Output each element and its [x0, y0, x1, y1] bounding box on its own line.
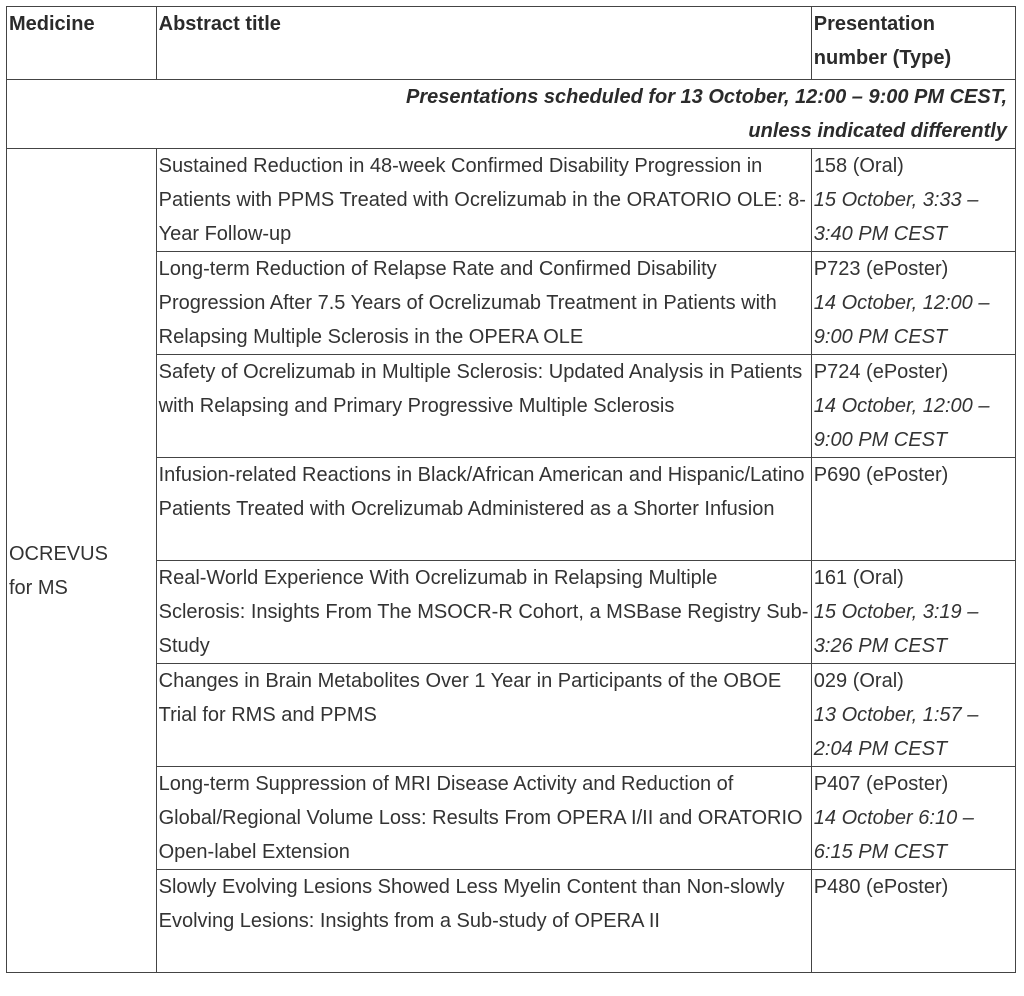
medicine-name-line1: OCREVUS	[9, 542, 108, 565]
presentation-time: 14 October, 12:00 – 9:00 PM CEST	[813, 292, 990, 348]
table-row	[7, 767, 1016, 870]
presentation-number: P723 (ePoster)	[813, 258, 949, 280]
presentation-number: P407 (ePoster)	[813, 773, 949, 795]
presentation-time: 13 October, 1:57 – 2:04 PM CEST	[813, 704, 979, 760]
presentations-table-container	[6, 6, 1016, 973]
presentation-time: 14 October 6:10 – 6:15 PM CEST	[813, 807, 974, 863]
presentation-cell	[811, 355, 1015, 458]
presentation-cell	[811, 252, 1015, 355]
header-presentation-line2: number (Type)	[813, 47, 952, 69]
header-abstract-title: Abstract title	[156, 7, 811, 80]
schedule-note-line1: Presentations scheduled for 13 October, 12:00 – 9:00 PM CEST,	[406, 86, 1007, 108]
presentation-number: P480 (ePoster)	[813, 876, 949, 898]
abstract-title-cell: Changes in Brain Metabolites Over 1 Year in Participants of the OBOE Trial for RMS and PPMS	[156, 664, 811, 767]
schedule-note	[7, 80, 1016, 149]
presentations-table	[6, 6, 1016, 973]
presentation-time: 14 October, 12:00 – 9:00 PM CEST	[813, 395, 990, 451]
table-row	[7, 561, 1016, 664]
abstract-title-cell: Infusion-related Reactions in Black/African American and Hispanic/Latino Patients Treated with Ocrelizumab Administered as a Shorter Infusion	[156, 458, 811, 561]
table-row	[7, 149, 1016, 252]
abstract-title-cell: Safety of Ocrelizumab in Multiple Sclerosis: Updated Analysis in Patients with Relapsing and Primary Progressive Multiple Sclerosis	[156, 355, 811, 458]
presentation-number: 029 (Oral)	[813, 670, 904, 692]
table-row	[7, 870, 1016, 973]
presentation-cell	[811, 870, 1015, 973]
abstract-title-cell: Slowly Evolving Lesions Showed Less Myelin Content than Non-slowly Evolving Lesions: Insights from a Sub-study of OPERA II	[156, 870, 811, 973]
schedule-note-line2: unless indicated differently	[748, 120, 1007, 142]
table-row	[7, 252, 1016, 355]
presentation-cell	[811, 458, 1015, 561]
abstract-title-cell: Sustained Reduction in 48-week Confirmed Disability Progression in Patients with PPMS Treated with Ocrelizumab in the ORATORIO OLE: 8-Year Follow-up	[156, 149, 811, 252]
presentation-time: 15 October, 3:33 – 3:40 PM CEST	[813, 189, 979, 245]
presentation-time: 15 October, 3:19 – 3:26 PM CEST	[813, 601, 979, 657]
header-medicine: Medicine	[7, 7, 157, 80]
table-row	[7, 664, 1016, 767]
header-presentation-line1: Presentation	[813, 13, 935, 35]
abstract-title-cell: Long-term Reduction of Relapse Rate and Confirmed Disability Progression After 7.5 Years of Ocrelizumab Treatment in Patients with Relapsing Multiple Sclerosis in the OPERA OLE	[156, 252, 811, 355]
presentation-number: P724 (ePoster)	[813, 361, 949, 383]
schedule-note-row	[7, 80, 1016, 149]
table-row	[7, 355, 1016, 458]
medicine-name-line2: for MS	[9, 576, 68, 599]
presentation-number: P690 (ePoster)	[813, 464, 949, 486]
abstract-title-cell: Real-World Experience With Ocrelizumab in Relapsing Multiple Sclerosis: Insights From The MSOCR-R Cohort, a MSBase Registry Sub-Study	[156, 561, 811, 664]
presentation-number: 158 (Oral)	[813, 155, 904, 177]
abstract-title-cell: Long-term Suppression of MRI Disease Activity and Reduction of Global/Regional Volume Loss: Results From OPERA I/II and ORATORIO Open-label Extension	[156, 767, 811, 870]
medicine-cell	[7, 149, 157, 973]
presentation-number: 161 (Oral)	[813, 567, 904, 589]
presentation-cell	[811, 664, 1015, 767]
presentation-cell	[811, 149, 1015, 252]
presentation-cell	[811, 767, 1015, 870]
header-presentation-number	[811, 7, 1015, 80]
presentation-cell	[811, 561, 1015, 664]
table-header-row	[7, 7, 1016, 80]
table-row	[7, 458, 1016, 561]
